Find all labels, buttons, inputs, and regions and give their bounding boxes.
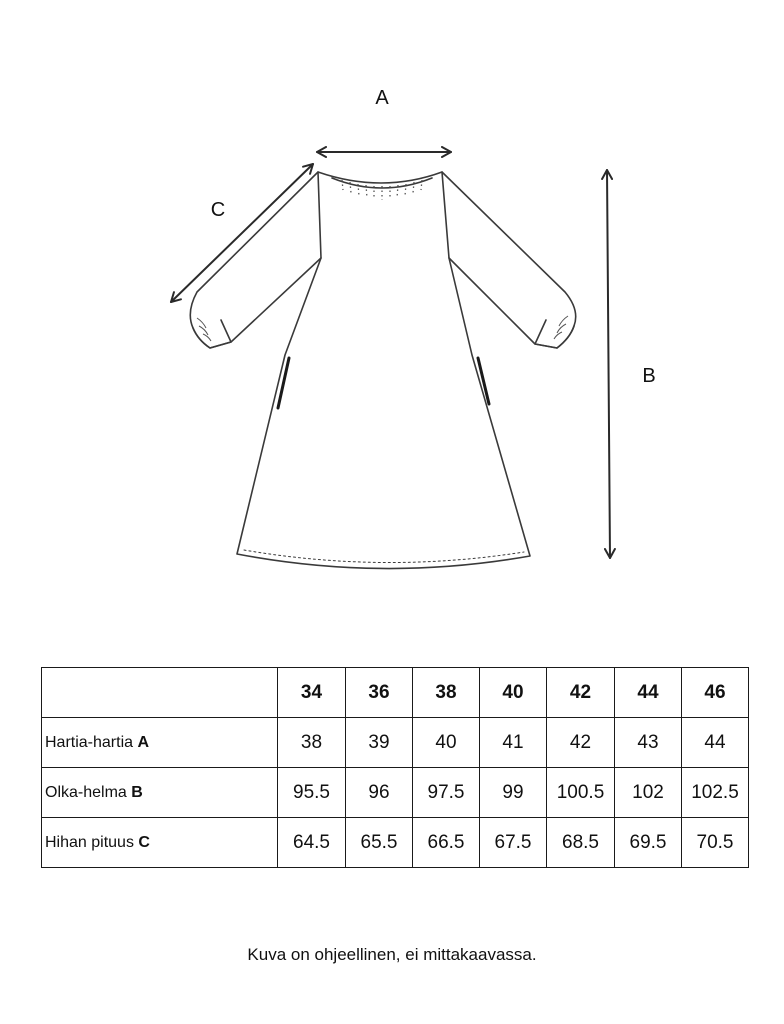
size-header: 38 xyxy=(413,668,480,718)
label-a: A xyxy=(375,87,389,109)
size-header: 34 xyxy=(278,668,346,718)
size-chart-table xyxy=(41,667,749,868)
table-cell: 97.5 xyxy=(413,768,480,818)
size-header: 40 xyxy=(480,668,547,718)
label-b: B xyxy=(642,365,656,387)
row-label-text: Hihan pituus xyxy=(45,833,134,851)
table-cell: 41 xyxy=(480,718,547,768)
size-header: 42 xyxy=(547,668,615,718)
row-label-letter: B xyxy=(131,783,143,801)
table-corner-cell xyxy=(42,668,278,718)
row-label-shoulder xyxy=(42,718,278,768)
table-cell: 44 xyxy=(682,718,749,768)
table-cell: 39 xyxy=(346,718,413,768)
size-header-row xyxy=(42,668,749,718)
size-header: 46 xyxy=(682,668,749,718)
size-header: 36 xyxy=(346,668,413,718)
right-cuff xyxy=(535,320,574,348)
table-cell: 43 xyxy=(615,718,682,768)
table-cell: 70.5 xyxy=(682,818,749,868)
table-cell: 38 xyxy=(278,718,346,768)
row-label-sleeve xyxy=(42,818,278,868)
table-cell: 99 xyxy=(480,768,547,818)
dress-outline xyxy=(190,172,575,569)
right-sleeve xyxy=(442,172,576,348)
left-cuff xyxy=(193,320,231,348)
table-cell: 68.5 xyxy=(547,818,615,868)
table-cell: 66.5 xyxy=(413,818,480,868)
dimension-arrows xyxy=(171,152,610,558)
table-cell: 64.5 xyxy=(278,818,346,868)
arrow-b xyxy=(607,170,610,558)
table-cell: 96 xyxy=(346,768,413,818)
row-label-text: Hartia-hartia xyxy=(45,733,134,751)
table-cell: 100.5 xyxy=(547,768,615,818)
hem-stitch xyxy=(244,550,524,563)
table-row xyxy=(42,818,749,868)
row-label-length xyxy=(42,768,278,818)
cuff-gathers xyxy=(197,316,568,341)
table-row xyxy=(42,768,749,818)
row-label-letter: A xyxy=(137,733,150,751)
table-cell: 65.5 xyxy=(346,818,413,868)
row-label-text: Olka-helma xyxy=(45,783,127,801)
left-pocket xyxy=(278,358,289,408)
table-cell: 40 xyxy=(413,718,480,768)
table-cell: 102 xyxy=(615,768,682,818)
table-cell: 67.5 xyxy=(480,818,547,868)
disclaimer-caption: Kuva on ohjeellinen, ei mittakaavassa. xyxy=(247,945,537,964)
dress-body xyxy=(237,172,530,569)
table-cell: 95.5 xyxy=(278,768,346,818)
table-cell: 69.5 xyxy=(615,818,682,868)
table-row xyxy=(42,718,749,768)
row-label-letter: C xyxy=(138,833,150,851)
table-cell: 42 xyxy=(547,718,615,768)
arrow-c xyxy=(171,164,313,302)
pocket-slits xyxy=(278,358,489,408)
size-header: 44 xyxy=(615,668,682,718)
table-cell: 102.5 xyxy=(682,768,749,818)
label-c: C xyxy=(210,199,226,221)
